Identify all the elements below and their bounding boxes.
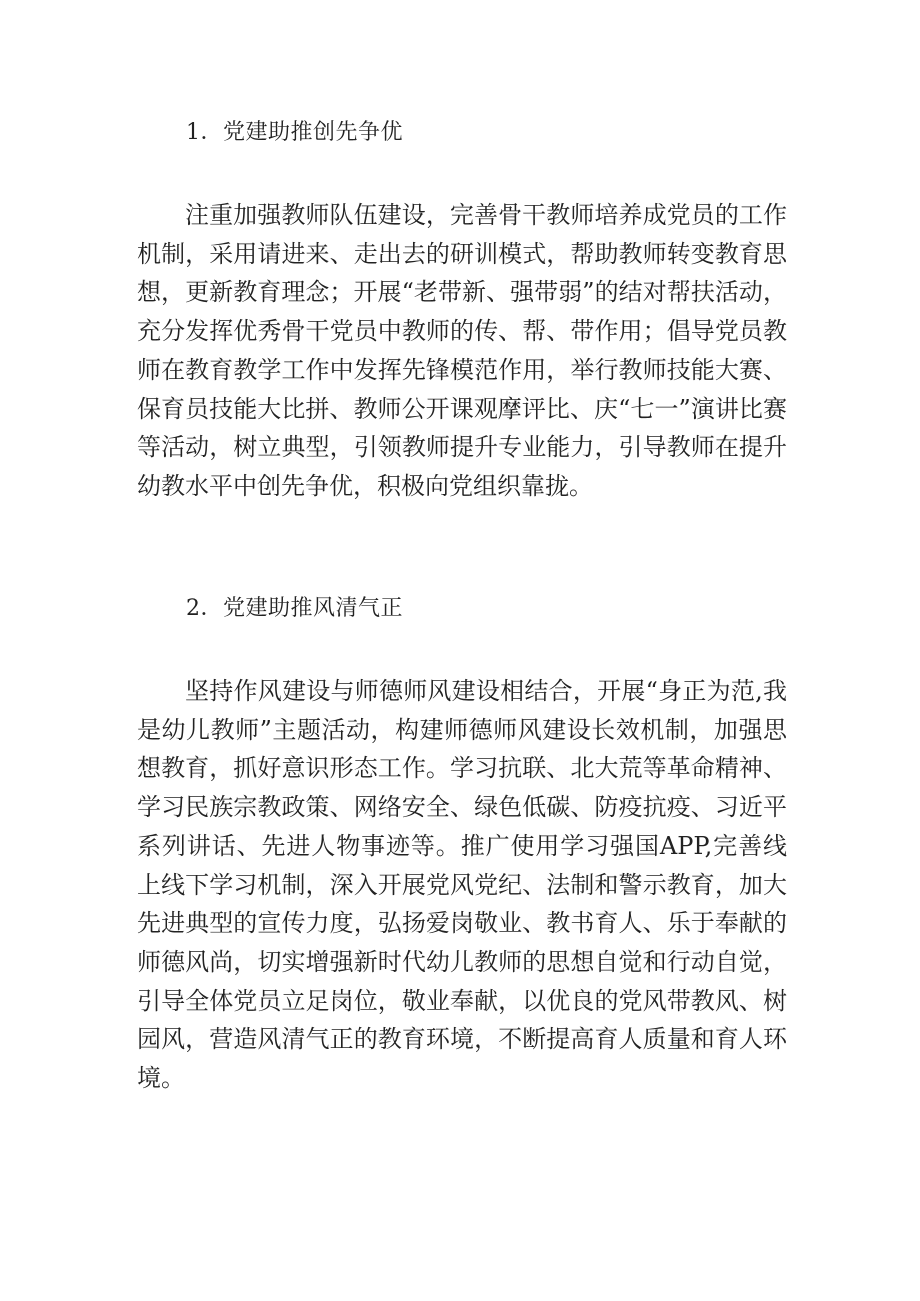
section-1-heading: 1．党建助推创先争优 xyxy=(186,120,403,145)
section-1-paragraph: 注重加强教师队伍建设，完善骨干教师培养成党员的工作机制，采用请进来、走出去的研训模式，帮助教师转变教育思想，更新教育理念；开展“老带新、强带弱”的结对帮扶活动，充分发挥优秀骨干党员中教师的传、帮、带作用；倡导党员教师在教育教学工作中发挥先锋模范作用，举行教师技能大赛、保育员技能大比拼、教师公开课观摩评比、庆“七一”演讲比赛等活动，树立典型，引领教师提升专业能力，引导教师在提升幼教水平中创先争优，积极向党组织靠拢。 xyxy=(137,201,787,500)
section-2-paragraph: 坚持作风建设与师德师风建设相结合，开展“身正为范,我是幼儿教师”主题活动，构建师德师风建设长效机制，加强思想教育，抓好意识形态工作。学习抗联、北大荒等革命精神、学习民族宗教政策、网络安全、绿色低碳、防疫抗疫、习近平系列讲话、先进人物事迹等。推广使用学习强国APP,完善线上线下学习机制，深入开展党风党纪、法制和警示教育，加大先进典型的宣传力度，弘扬爱岗敬业、教书育人、乐于奉献的师德风尚，切实增强新时代幼儿教师的思想自觉和行动自觉，引导全体党员立足岗位，敬业奉献，以优良的党风带教风、树园风，营造风清气正的教育环境，不断提高育人质量和育人环境。 xyxy=(137,677,787,1093)
section-2-heading: 2．党建助推风清气正 xyxy=(186,596,403,621)
